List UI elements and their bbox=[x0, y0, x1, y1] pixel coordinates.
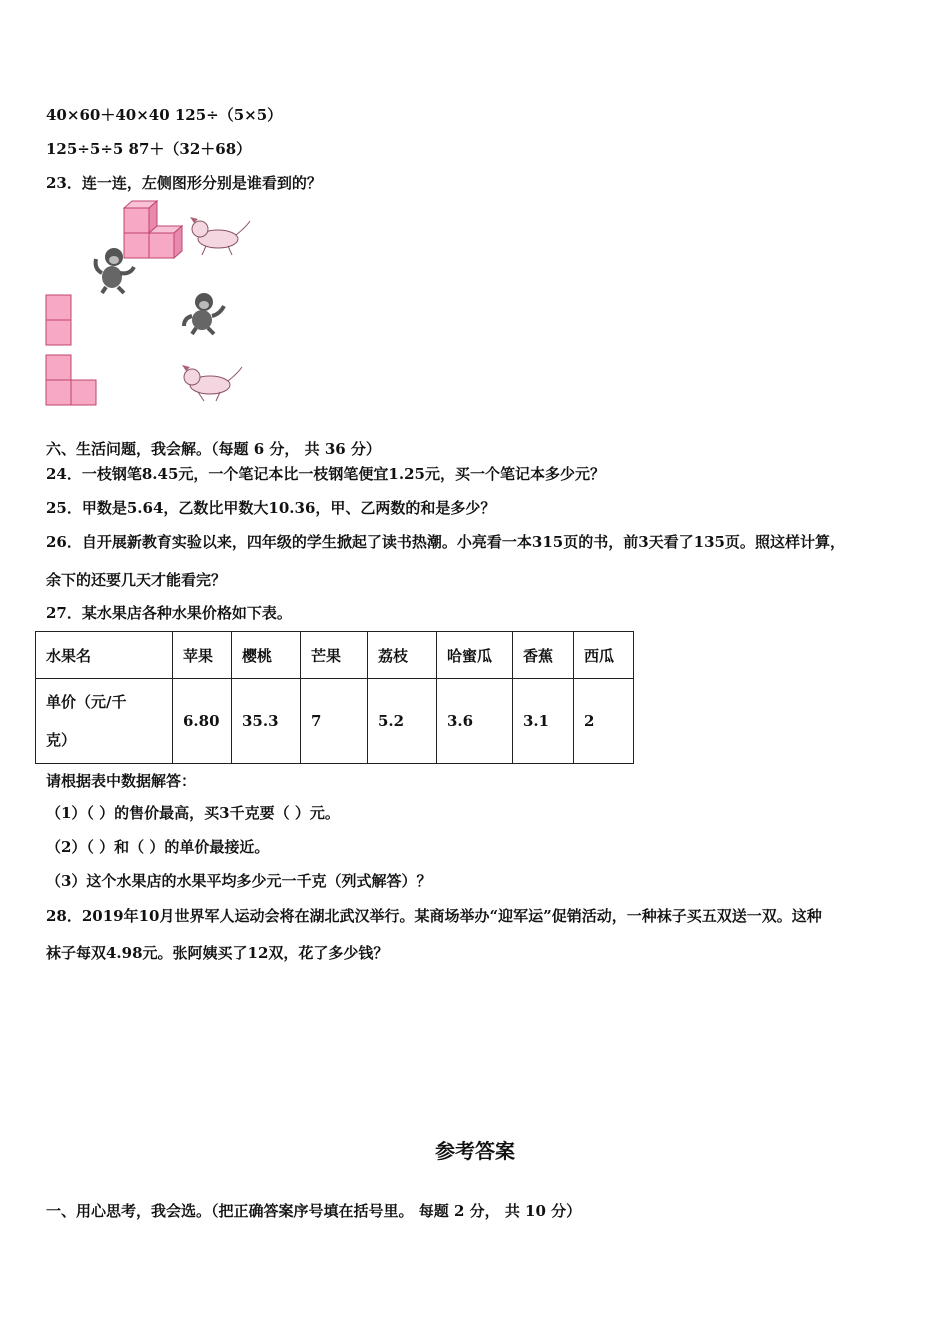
question-27-part-1: （1）（ ）的售价最高，买3千克要（ ）元。 bbox=[46, 804, 340, 822]
answer-section-1-heading: 一、用心思考，我会选。（把正确答案序号填在括号里。 每题 2 分， 共 10 分） bbox=[46, 1202, 582, 1220]
table-header-cell: 哈蜜瓜 bbox=[437, 632, 513, 679]
cube-stack bbox=[124, 201, 182, 258]
table-header-cell: 西瓜 bbox=[574, 632, 634, 679]
table-row-label bbox=[36, 679, 173, 764]
question-24: 24．一枝钢笔8.45元，一个笔记本比一枝钢笔便宜1.25元，买一个笔记本多少元？ bbox=[46, 465, 605, 483]
question-28-line-2: 袜子每双4.98元。张阿姨买了12双，花了多少钱？ bbox=[46, 944, 389, 962]
table-header-cell: 芒果 bbox=[301, 632, 368, 679]
table-header-row bbox=[36, 632, 634, 679]
table-cell: 7 bbox=[301, 679, 368, 764]
dog-icon bbox=[182, 365, 242, 401]
question-28-line-1: 28．2019年10月世界军人运动会将在湖北武汉举行。某商场举办“迎军运”促销活动，一种袜子买五双送一双。这种 bbox=[46, 907, 822, 925]
question-27: 27．某水果店各种水果价格如下表。 bbox=[46, 604, 292, 622]
table-cell: 3.6 bbox=[437, 679, 513, 764]
question-26-line-1: 26．自开展新教育实验以来，四年级的学生掀起了读书热潮。小亮看一本315页的书，前3天看了135页。照这样计算， bbox=[46, 533, 845, 551]
table-cell: 6.80 bbox=[173, 679, 232, 764]
table-header-cell: 水果名 bbox=[36, 632, 173, 679]
monkey-icon bbox=[184, 293, 224, 334]
question-23-figure bbox=[40, 195, 260, 415]
calc-line-1: 40×60＋40×40 125÷（5×5） bbox=[46, 106, 283, 124]
table-cell: 3.1 bbox=[513, 679, 574, 764]
answer-section-title: 参考答案 bbox=[435, 1139, 515, 1163]
section-6-heading: 六、生活问题，我会解。（每题 6 分， 共 36 分） bbox=[46, 440, 381, 458]
table-header-cell: 荔枝 bbox=[368, 632, 437, 679]
question-27-intro: 请根据表中数据解答： bbox=[46, 772, 197, 790]
question-25: 25．甲数是5.64，乙数比甲数大10.36，甲、乙两数的和是多少？ bbox=[46, 499, 496, 517]
question-27-part-2: （2）（ ）和（ ）的单价最接近。 bbox=[46, 838, 270, 856]
question-23: 23．连一连，左侧图形分别是谁看到的？ bbox=[46, 174, 322, 192]
view-shape-2 bbox=[46, 355, 96, 405]
view-shape-1 bbox=[46, 295, 71, 345]
fruit-price-table bbox=[35, 631, 634, 764]
table-cell: 2 bbox=[574, 679, 634, 764]
row-label-line-1: 单价（元/千 bbox=[46, 693, 127, 711]
table-header-cell: 樱桃 bbox=[232, 632, 301, 679]
calc-line-2: 125÷5÷5 87＋（32＋68） bbox=[46, 140, 252, 158]
table-header-cell: 苹果 bbox=[173, 632, 232, 679]
question-27-part-3: （3）这个水果店的水果平均多少元一千克（列式解答）？ bbox=[46, 872, 432, 890]
table-header-cell: 香蕉 bbox=[513, 632, 574, 679]
table-row bbox=[36, 679, 634, 764]
row-label-line-2: 克） bbox=[46, 731, 77, 749]
dog-icon bbox=[190, 217, 250, 255]
table-cell: 5.2 bbox=[368, 679, 437, 764]
question-26-line-2: 余下的还要几天才能看完？ bbox=[46, 571, 227, 589]
table-cell: 35.3 bbox=[232, 679, 301, 764]
